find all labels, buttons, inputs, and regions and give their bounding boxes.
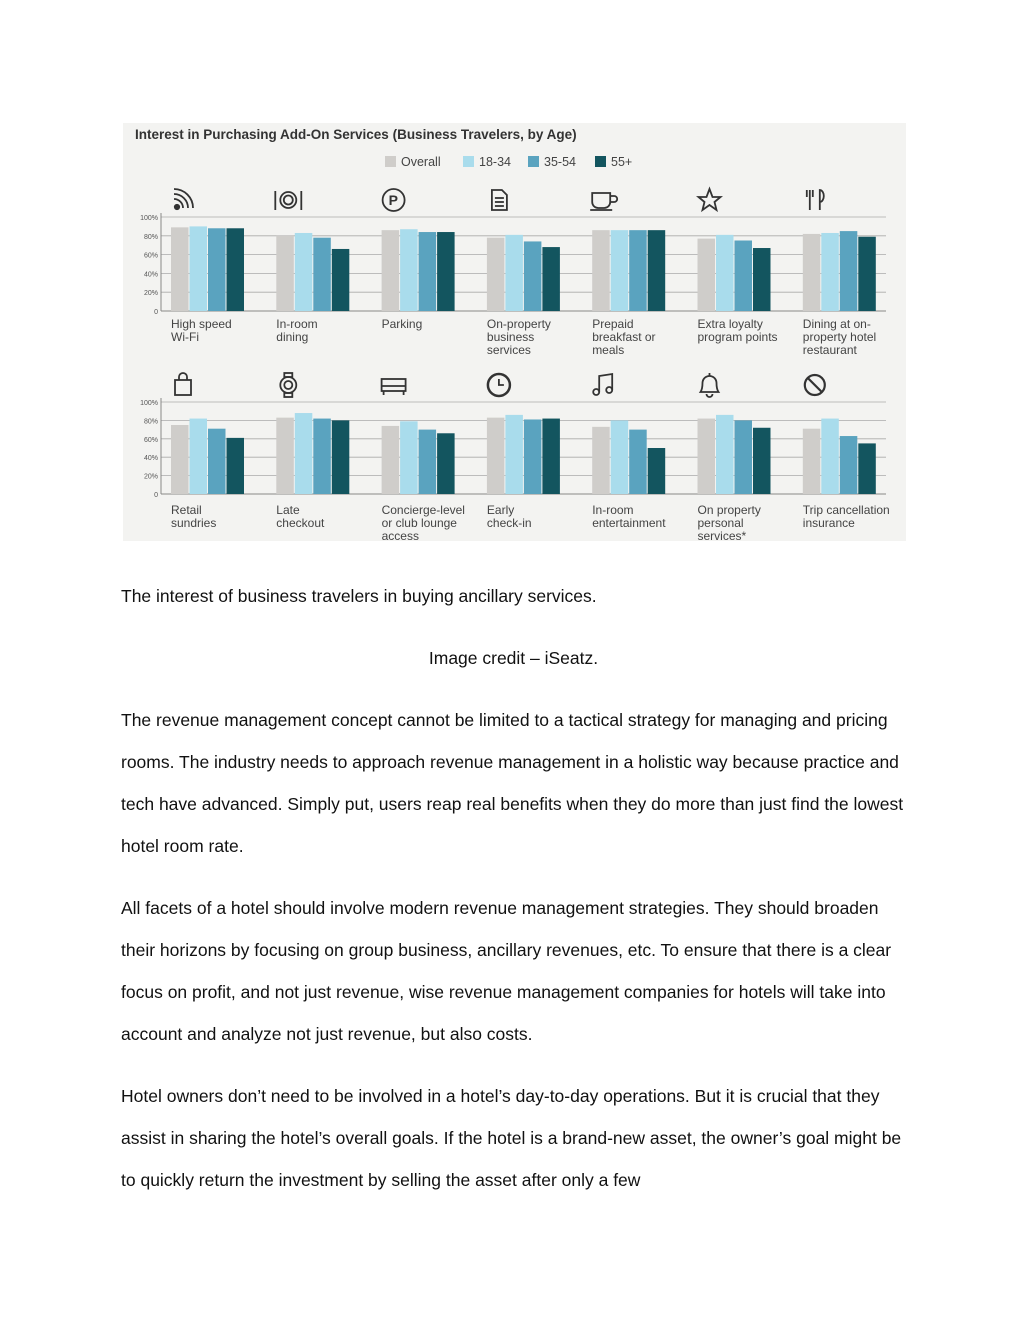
bar <box>698 239 716 311</box>
bar <box>753 248 771 311</box>
bar <box>171 227 189 311</box>
utensils-icon <box>807 190 824 210</box>
bar <box>437 232 455 311</box>
music-icon <box>593 374 612 395</box>
wifi-icon <box>174 189 193 209</box>
star-icon <box>699 189 721 210</box>
bar <box>592 427 610 494</box>
category-label: In-room <box>592 503 634 517</box>
bar <box>592 230 610 311</box>
bar <box>629 430 647 494</box>
bar <box>487 418 505 494</box>
category-label: entertainment <box>592 516 666 530</box>
category-label: program points <box>697 330 778 344</box>
legend-label: Overall <box>401 155 441 169</box>
y-tick-label: 0 <box>154 309 158 316</box>
document-icon <box>492 190 507 210</box>
legend-label: 35-54 <box>544 155 576 169</box>
category-label: services <box>486 343 531 357</box>
chart-svg <box>123 123 906 541</box>
category-label: breakfast or <box>592 330 656 344</box>
category-label: Extra loyalty <box>697 317 763 331</box>
bar <box>698 419 716 494</box>
bar <box>227 228 245 311</box>
y-tick-label: 60% <box>143 436 158 444</box>
y-tick-label: 20% <box>143 473 158 481</box>
category-label: personal <box>697 516 744 530</box>
category-label: On-property <box>486 317 551 331</box>
legend-swatch <box>385 156 396 167</box>
bar <box>190 226 208 311</box>
bar <box>382 426 400 494</box>
category-label: check-in <box>486 516 532 530</box>
bar <box>190 419 208 494</box>
y-tick-label: 80% <box>143 233 158 241</box>
y-tick-label: 40% <box>143 455 158 463</box>
bar <box>803 234 821 311</box>
category-label: services* <box>697 529 747 541</box>
category-label: High speed <box>171 317 232 331</box>
bar <box>648 448 666 494</box>
coffee-cup-icon <box>590 193 617 210</box>
category-label: Early <box>486 503 515 517</box>
category-label: meals <box>592 343 625 357</box>
bar <box>803 429 821 494</box>
bar <box>629 230 647 311</box>
y-tick-label: 20% <box>143 290 158 298</box>
bar <box>611 420 629 494</box>
category-label: Prepaid <box>592 317 634 331</box>
paragraph: The revenue management concept cannot be limited to a tactical strategy for managing and pricing rooms. The industry needs to approach revenue management in a holistic way because practice and tech have advanced. Simply put, users reap real benefits when they do more than just find the lowest hotel room rate. <box>121 710 904 856</box>
bar <box>382 230 400 311</box>
category-label: Wi-Fi <box>171 330 199 344</box>
category-label: or club lounge <box>381 516 457 530</box>
category-label: Dining at on- <box>802 317 871 331</box>
bar <box>332 420 350 494</box>
bar <box>505 235 523 311</box>
bar <box>840 436 858 494</box>
article-body <box>121 699 911 1221</box>
bar <box>313 419 331 494</box>
legend-label: 55+ <box>611 155 633 169</box>
y-tick-label: 60% <box>143 252 158 260</box>
bar <box>295 233 313 311</box>
category-label: In-room <box>276 317 318 331</box>
bell-icon <box>701 373 719 397</box>
bar <box>542 419 560 494</box>
legend-swatch <box>595 156 606 167</box>
category-label: Late <box>276 503 300 517</box>
bar <box>487 238 505 311</box>
bar <box>171 425 189 494</box>
sofa-icon <box>382 379 406 395</box>
bar <box>716 415 734 494</box>
bar <box>400 421 418 494</box>
y-tick-label: 100% <box>140 215 158 222</box>
category-label: Parking <box>381 317 423 331</box>
cancel-icon <box>805 375 825 395</box>
parking-icon <box>383 189 405 211</box>
bar <box>419 232 437 311</box>
bar <box>208 228 226 311</box>
bar <box>419 430 437 494</box>
shopping-bag-icon <box>175 373 191 395</box>
bar <box>332 249 350 311</box>
dining-plate-icon <box>275 191 301 210</box>
category-label: restaurant <box>802 343 857 357</box>
category-label: dining <box>276 330 309 344</box>
category-label: On property <box>697 503 761 517</box>
bar <box>735 420 753 494</box>
bar <box>753 428 771 494</box>
legend-label: 18-34 <box>479 155 511 169</box>
bar <box>542 247 560 311</box>
bar <box>400 229 418 311</box>
image-credit: Image credit – iSeatz. <box>428 648 599 668</box>
bar <box>295 413 313 494</box>
bar <box>648 230 666 311</box>
y-tick-label: 100% <box>140 400 158 407</box>
bar <box>276 418 294 494</box>
paragraph: Hotel owners don’t need to be involved in a hotel’s day-to-day operations. But it is crucial that they assist in sharing the hotel’s overall goals. If the hotel is a brand-new asset, the owner’s goal might be to quickly return the investment by selling the asset after only a few <box>121 1086 902 1190</box>
svg-text:P: P <box>388 192 398 208</box>
bar <box>821 233 839 311</box>
watch-icon <box>280 373 296 397</box>
bar <box>858 237 876 311</box>
category-label: Concierge-level <box>381 503 465 517</box>
category-label: Retail <box>171 503 202 517</box>
category-label: business <box>486 330 535 344</box>
category-label: sundries <box>171 516 217 530</box>
bar <box>524 241 542 311</box>
bar <box>313 238 331 311</box>
bar <box>208 429 226 494</box>
category-label: access <box>381 529 419 541</box>
y-tick-label: 0 <box>154 492 158 499</box>
bar <box>524 419 542 494</box>
legend-swatch <box>528 156 539 167</box>
bar <box>735 241 753 312</box>
bar <box>276 236 294 311</box>
y-tick-label: 80% <box>143 418 158 426</box>
chart-figure <box>123 123 906 541</box>
bar <box>227 438 245 494</box>
y-tick-label: 40% <box>143 271 158 279</box>
bar <box>437 433 455 494</box>
figure-caption: The interest of business travelers in buying ancillary services. <box>121 586 597 606</box>
chart-title: Interest in Purchasing Add-On Services (Business Travelers, by Age) <box>135 127 577 142</box>
category-label: property hotel <box>802 330 877 344</box>
category-label: checkout <box>276 516 325 530</box>
bar <box>716 235 734 311</box>
bar <box>611 230 629 311</box>
paragraph: All facets of a hotel should involve modern revenue management strategies. They should broaden their horizons by focusing on group business, ancillary revenues, etc. To ensure that there is a clear focus on profit, and not just revenue, wise revenue management companies for hotels will take into account and analyze not just revenue, but also costs. <box>121 898 892 1044</box>
bar <box>840 231 858 311</box>
category-label: Trip cancellation <box>802 503 890 517</box>
bar <box>505 415 523 494</box>
bar <box>858 443 876 494</box>
clock-icon <box>488 374 510 396</box>
bar <box>821 419 839 494</box>
category-label: insurance <box>802 516 855 530</box>
legend-swatch <box>463 156 474 167</box>
